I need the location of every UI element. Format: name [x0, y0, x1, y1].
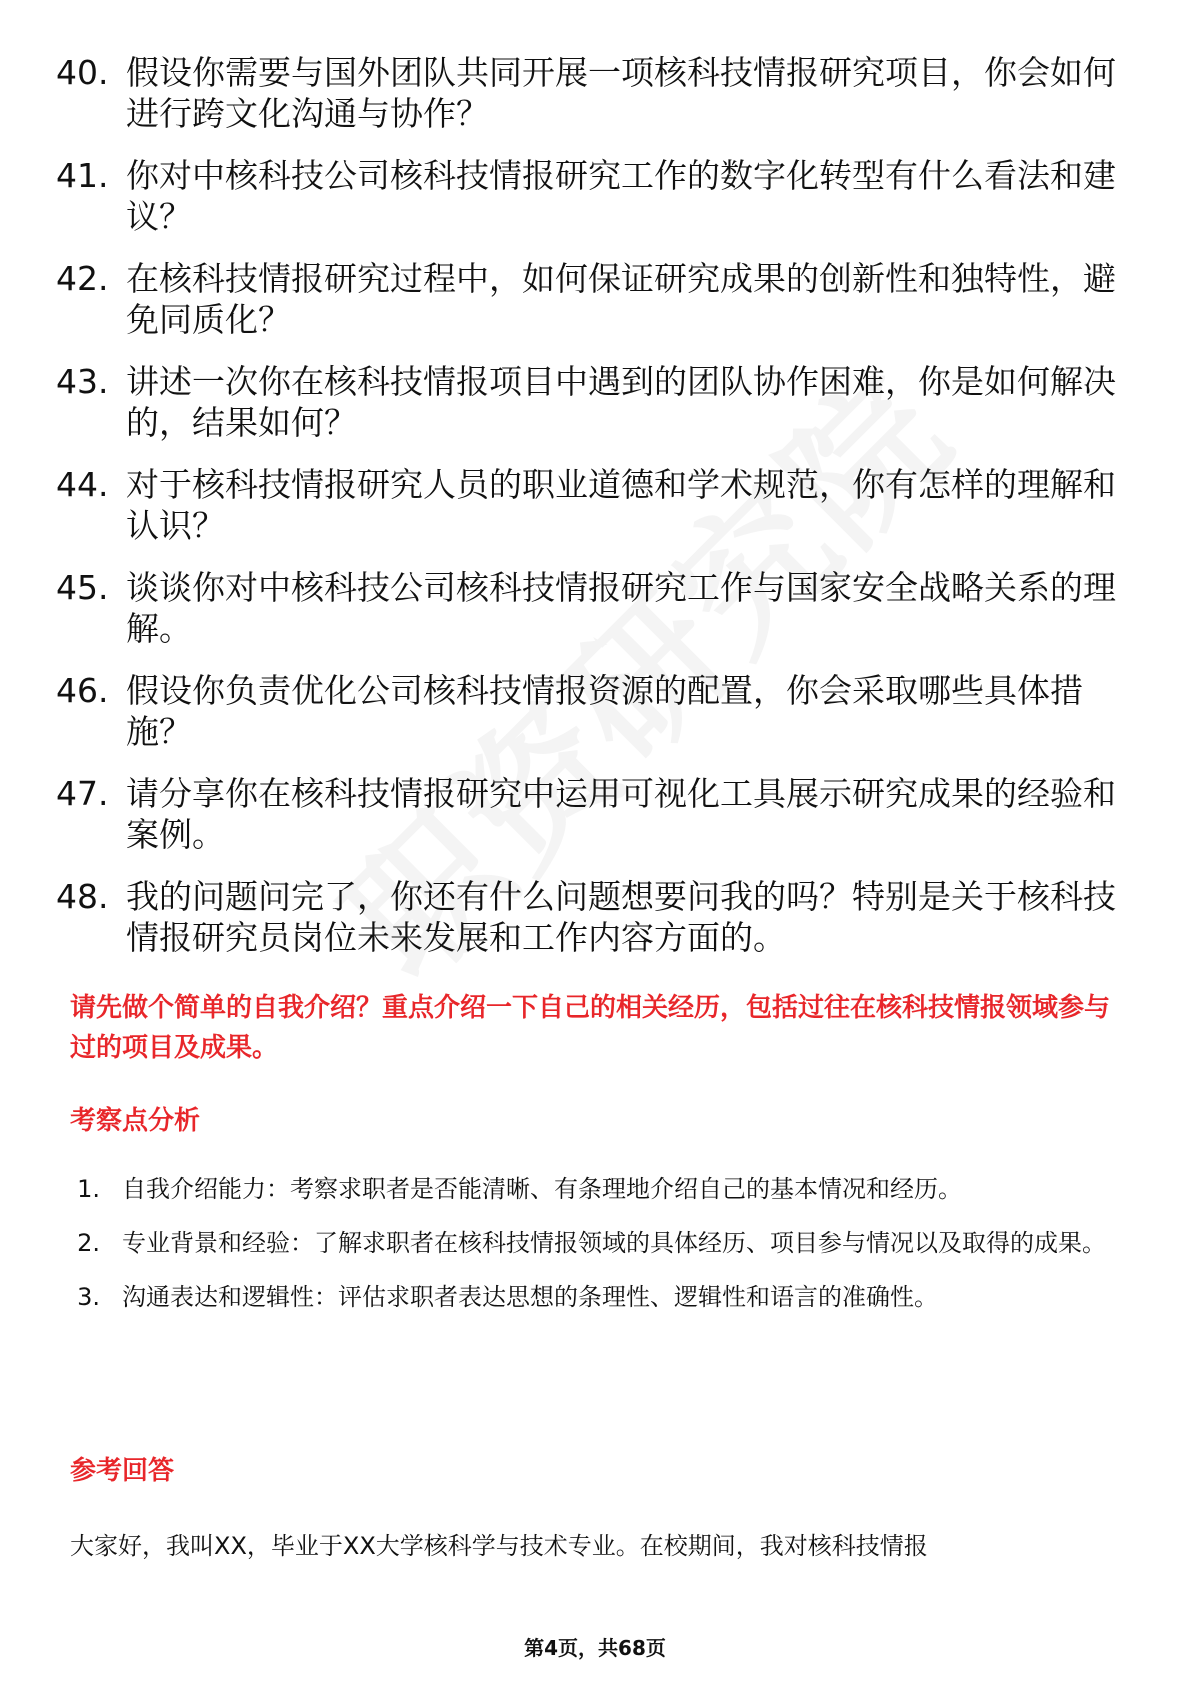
question-item — [56, 567, 1136, 649]
question-text: 我的问题问完了，你还有什么问题想要问我的吗？特别是关于核科技情报研究员岗位未来发展和工作内容方面的。 — [126, 877, 1116, 957]
question-number: 42. — [56, 259, 109, 298]
point-number: 2. — [77, 1229, 100, 1257]
point-text: 专业背景和经验：了解求职者在核科技情报领域的具体经历、项目参与情况以及取得的成果。 — [122, 1229, 1106, 1257]
question-number: 45. — [56, 568, 109, 607]
page-footer: 第4页，共68页 — [524, 1636, 666, 1660]
question-item — [56, 876, 1136, 958]
question-number: 48. — [56, 877, 109, 916]
analysis-point — [70, 1162, 1130, 1216]
question-number: 43. — [56, 362, 109, 401]
question-text: 假设你负责优化公司核科技情报资源的配置，你会采取哪些具体措施？ — [126, 671, 1083, 751]
question-item — [56, 52, 1136, 134]
question-number: 44. — [56, 465, 109, 504]
question-text: 在核科技情报研究过程中，如何保证研究成果的创新性和独特性，避免同质化？ — [126, 259, 1116, 339]
question-text: 你对中核科技公司核科技情报研究工作的数字化转型有什么看法和建议？ — [126, 156, 1116, 236]
question-text: 对于核科技情报研究人员的职业道德和学术规范，你有怎样的理解和认识？ — [126, 465, 1116, 545]
question-item — [56, 361, 1136, 443]
question-text: 请分享你在核科技情报研究中运用可视化工具展示研究成果的经验和案例。 — [126, 774, 1116, 854]
question-number: 47. — [56, 774, 109, 813]
featured-question: 请先做个简单的自我介绍？重点介绍一下自己的相关经历，包括过往在核科技情报领域参与过的项目及成果。 — [70, 993, 1111, 1063]
point-number: 1. — [77, 1175, 100, 1203]
question-number: 46. — [56, 671, 109, 710]
analysis-heading: 考察点分析 — [70, 1106, 201, 1136]
question-text: 讲述一次你在核科技情报项目中遇到的团队协作困难，你是如何解决的，结果如何？ — [126, 362, 1116, 442]
point-text: 沟通表达和逻辑性：评估求职者表达思想的条理性、逻辑性和语言的准确性。 — [122, 1283, 938, 1311]
analysis-point — [70, 1270, 1130, 1324]
question-text: 谈谈你对中核科技公司核科技情报研究工作与国家安全战略关系的理解。 — [126, 568, 1116, 648]
question-item — [56, 670, 1136, 752]
question-number: 40. — [56, 53, 109, 92]
question-item — [56, 773, 1136, 855]
question-item — [56, 155, 1136, 237]
question-item — [56, 464, 1136, 546]
question-item — [56, 258, 1136, 340]
reference-answer: 大家好，我叫XX，毕业于XX大学核科学与技术专业。在校期间，我对核科技情报 — [70, 1532, 928, 1560]
point-number: 3. — [77, 1283, 100, 1311]
question-number: 41. — [56, 156, 109, 195]
reference-heading: 参考回答 — [70, 1456, 175, 1486]
analysis-point — [70, 1216, 1130, 1270]
question-list — [56, 52, 1136, 979]
point-text: 自我介绍能力：考察求职者是否能清晰、有条理地介绍自己的基本情况和经历。 — [122, 1175, 962, 1203]
question-text: 假设你需要与国外团队共同开展一项核科技情报研究项目，你会如何进行跨文化沟通与协作？ — [126, 53, 1116, 133]
analysis-points — [70, 1162, 1130, 1324]
